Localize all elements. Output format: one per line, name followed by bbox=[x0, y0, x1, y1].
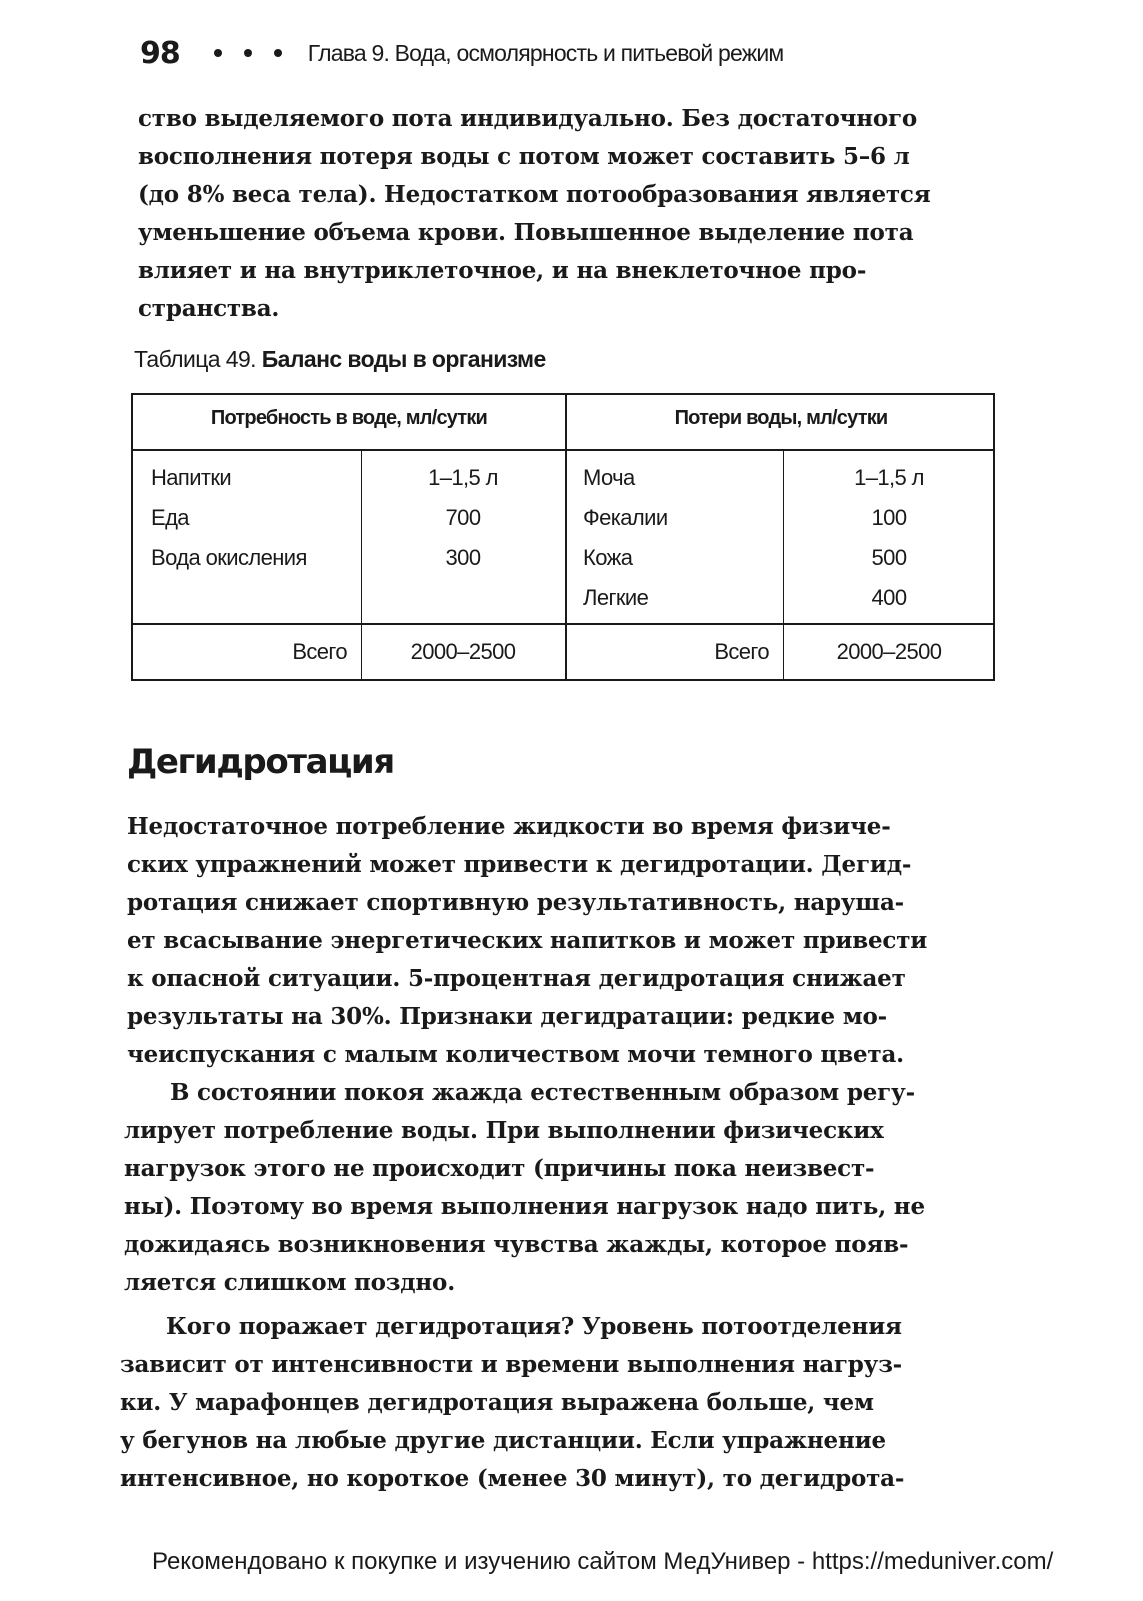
table-column-divider bbox=[783, 451, 784, 679]
loss-value: 400 bbox=[871, 585, 907, 610]
text-line: ет всасывание энергетических напитков и может привести bbox=[127, 927, 928, 954]
loss-label: Фекалии bbox=[583, 505, 668, 530]
table-caption bbox=[134, 346, 546, 373]
loss-value: 500 bbox=[871, 545, 907, 570]
intake-label: Напитки bbox=[151, 465, 232, 490]
loss-label: Легкие bbox=[583, 585, 649, 610]
text-line: В состоянии покоя жажда естественным образом регу- bbox=[170, 1079, 915, 1106]
intake-value: 700 bbox=[445, 505, 481, 530]
text-line: зависит от интенсивности и времени выполнения нагруз- bbox=[120, 1351, 903, 1378]
text-line: восполнения потеря воды с потом может составить 5–6 л bbox=[138, 143, 910, 170]
text-line: уменьшение объема крови. Повышенное выделение пота bbox=[138, 219, 914, 246]
loss-label: Моча bbox=[583, 465, 635, 490]
text-line: ротация снижает спортивную результативность, наруша- bbox=[127, 889, 905, 916]
intro-paragraph bbox=[138, 100, 1000, 328]
text-line: лирует потребление воды. При выполнении физических bbox=[124, 1117, 884, 1144]
table-column-divider bbox=[361, 451, 362, 679]
intake-label: Вода окисления bbox=[151, 545, 307, 570]
text-line: к опасной ситуации. 5-процентная дегидротация снижает bbox=[127, 965, 906, 992]
bullet-dot-icon bbox=[214, 49, 222, 57]
text-line: Кого поражает дегидротация? Уровень потоотделения bbox=[166, 1313, 902, 1340]
intake-value: 300 bbox=[445, 545, 481, 570]
header-dots bbox=[214, 49, 282, 57]
section-title: Дегидротация bbox=[127, 742, 394, 782]
table-total-rule bbox=[133, 623, 993, 625]
chapter-title: Глава 9. Вода, осмолярность и питьевой режим bbox=[307, 39, 784, 66]
text-line: ки. У марафонцев дегидротация выражена больше, чем bbox=[120, 1389, 874, 1416]
text-line: у бегунов на любые другие дистанции. Если упражнение bbox=[120, 1427, 886, 1454]
intake-header: Потребность в воде, мл/сутки bbox=[210, 407, 488, 429]
bullet-dot-icon bbox=[244, 49, 252, 57]
text-line: Недостаточное потребление жидкости во время физиче- bbox=[127, 813, 891, 840]
text-line: ство выделяемого пота индивидуально. Без достаточного bbox=[138, 105, 918, 132]
loss-value: 100 bbox=[871, 505, 907, 530]
section-paragraph-2 bbox=[124, 1074, 988, 1302]
text-line: результаты на 30%. Признаки дегидратации: редкие мо- bbox=[127, 1003, 887, 1030]
loss-header: Потери воды, мл/сутки bbox=[674, 407, 888, 429]
text-line: дожидаясь возникновения чувства жажды, которое появ- bbox=[124, 1231, 909, 1258]
loss-label: Кожа bbox=[583, 545, 633, 570]
text-line: интенсивное, но короткое (менее 30 минут), то дегидрота- bbox=[120, 1465, 905, 1492]
loss-value: 1–1,5 л bbox=[854, 465, 924, 490]
table-caption-title: Баланс воды в организме bbox=[261, 346, 546, 372]
page-number: 98 bbox=[140, 35, 180, 71]
text-line: нагрузок этого не происходит (причины пока неизвест- bbox=[124, 1155, 875, 1182]
table-column-divider bbox=[565, 395, 567, 679]
section-paragraph-3 bbox=[120, 1308, 984, 1498]
bullet-dot-icon bbox=[274, 49, 282, 57]
table-header-rule bbox=[133, 449, 993, 451]
text-line: ны). Поэтому во время выполнения нагрузок надо пить, не bbox=[124, 1193, 925, 1220]
text-line: (до 8% веса тела). Недостатком потообразования является bbox=[138, 181, 931, 208]
running-header bbox=[140, 30, 1040, 76]
intake-total-value: 2000–2500 bbox=[410, 639, 516, 664]
footer-watermark-text: Рекомендовано к покупке и изучению сайтом МедУнивер - https://meduniver.com/ bbox=[152, 1548, 1054, 1575]
text-line: ских упражнений может привести к дегидротации. Дегид- bbox=[127, 851, 912, 878]
section-paragraph-1 bbox=[127, 808, 989, 1074]
loss-total-value: 2000–2500 bbox=[836, 639, 942, 664]
intake-total-label: Всего bbox=[292, 639, 347, 664]
text-line: чеиспускания с малым количеством мочи темного цвета. bbox=[127, 1041, 904, 1068]
text-line: ляется слишком поздно. bbox=[124, 1269, 455, 1296]
table-caption-label: Таблица 49. bbox=[134, 346, 256, 372]
water-balance-table bbox=[131, 393, 995, 681]
intake-label: Еда bbox=[151, 505, 189, 530]
text-line: влияет и на внутриклеточное, и на внеклеточное про- bbox=[138, 257, 867, 284]
loss-total-label: Всего bbox=[714, 639, 769, 664]
intake-value: 1–1,5 л bbox=[428, 465, 498, 490]
text-line: странства. bbox=[138, 295, 280, 322]
